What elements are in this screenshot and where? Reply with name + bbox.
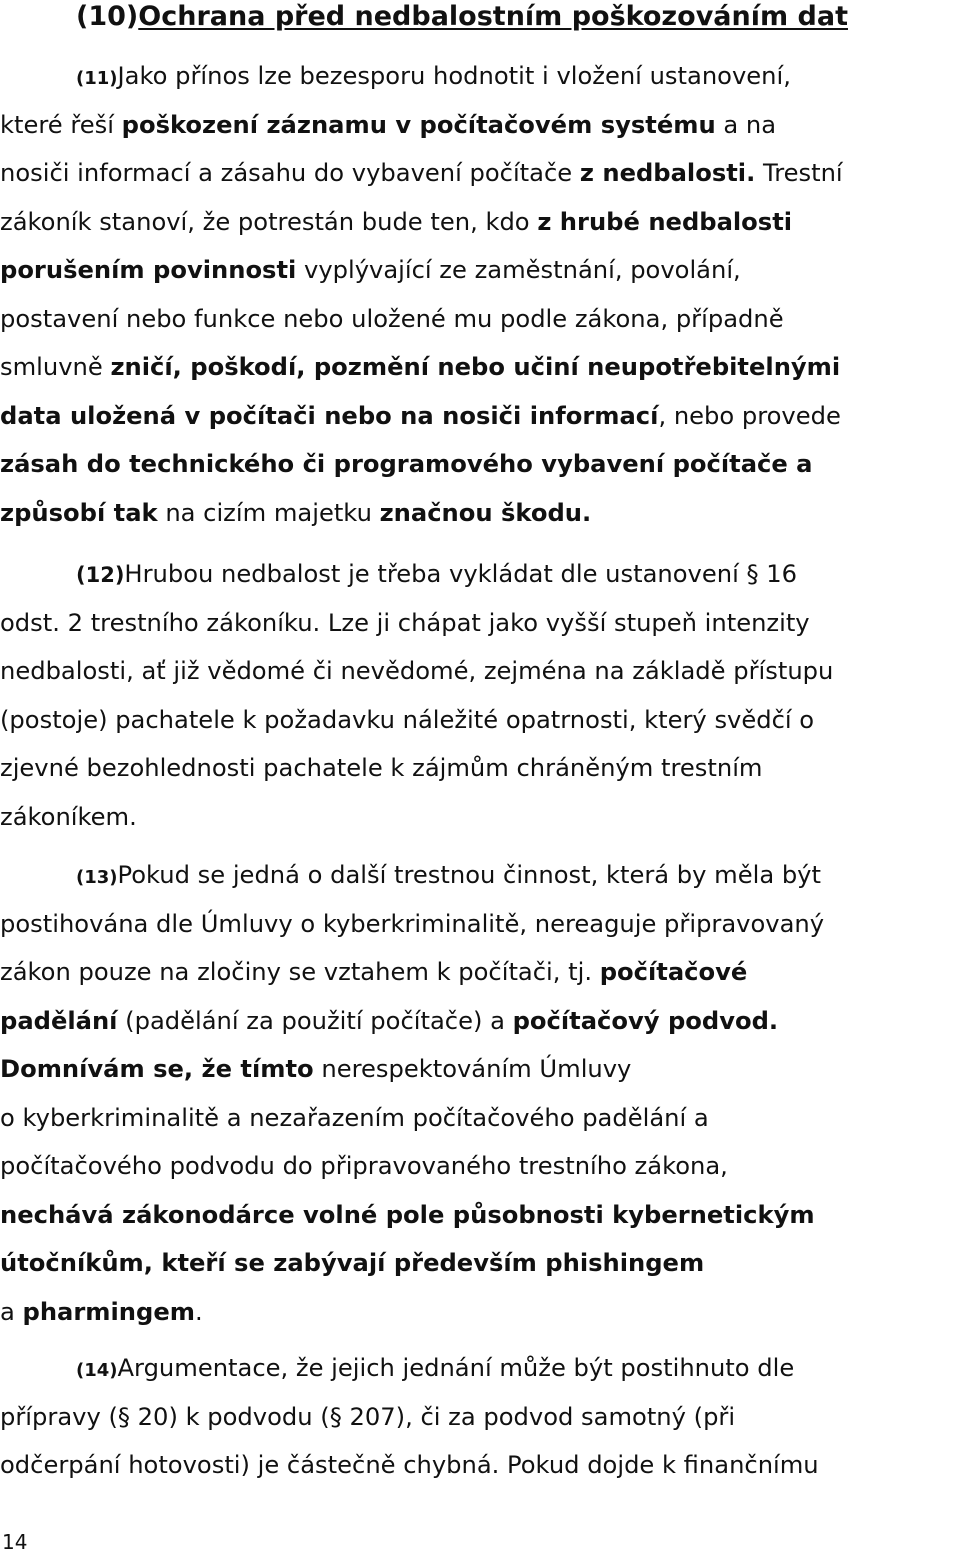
text-run: (postoje) pachatele k požadavku náležité opatrnosti, který svědčí o <box>0 705 815 734</box>
paragraph-line <box>0 948 960 997</box>
paragraph-number: (11) <box>76 68 118 89</box>
paragraph-line <box>0 744 960 793</box>
text-run: vyplývající ze zaměstnání, povolání, <box>296 256 741 284</box>
bold-run: nechává zákonodárce volné pole působnosti kybernetickým <box>0 1200 815 1229</box>
paragraph-line <box>0 1045 960 1094</box>
paragraph-number: (12) <box>76 563 125 587</box>
text-run: Argumentace, že jejich jednání může být postihnuto dle <box>117 1354 795 1382</box>
bold-run: počítačové <box>599 958 748 986</box>
text-run: smluvně <box>0 353 111 381</box>
paragraph-number: (13) <box>76 867 118 888</box>
text-run: přípravy (§ 20) k podvodu (§ 207), či za podvod samotný (při <box>0 1402 736 1431</box>
paragraph-line <box>0 599 960 648</box>
text-run: zákon pouze na zločiny se vztahem k počítači, tj. <box>0 958 600 986</box>
bold-run: data uložená v počítači nebo na nosiči informací <box>0 401 659 430</box>
section-heading <box>76 0 848 34</box>
bold-run: značnou škodu. <box>379 498 592 527</box>
paragraph-11 <box>0 52 960 537</box>
paragraph-line <box>0 851 960 900</box>
text-run: které řeší <box>0 110 122 139</box>
paragraph-line <box>0 489 960 538</box>
paragraph-line <box>0 647 960 696</box>
paragraph-line <box>0 1441 960 1490</box>
paragraph-number: (14) <box>76 1360 118 1381</box>
paragraph-line <box>0 1142 960 1191</box>
text-run: nedbalosti, ať již vědomé či nevědomé, zejména na základě přístupu <box>0 657 834 685</box>
paragraph-line <box>0 198 960 247</box>
paragraph-line <box>0 149 960 198</box>
paragraph-line <box>0 1288 960 1337</box>
paragraph-line <box>0 1344 960 1393</box>
paragraph-line <box>0 696 960 745</box>
bold-run: zásah do technického či programového vybavení počítače a <box>0 450 813 478</box>
text-run: zákoníkem. <box>0 802 137 831</box>
paragraph-line <box>0 550 960 599</box>
paragraph-line <box>0 295 960 344</box>
text-run: odčerpání hotovosti) je částečně chybná. Pokud dojde k finančnímu <box>0 1451 819 1479</box>
page-number: 14 <box>2 1530 28 1554</box>
text-run: postihována dle Úmluvy o kyberkriminalitě, nereaguje připravovaný <box>0 909 825 938</box>
text-run: a na <box>715 110 777 139</box>
bold-run: porušením povinnosti <box>0 256 297 284</box>
paragraph-line <box>0 343 960 392</box>
text-run: zákoník stanoví, že potrestán bude ten, kdo <box>0 207 538 236</box>
bold-run: způsobí tak <box>0 498 158 527</box>
paragraph-line <box>0 1191 960 1240</box>
text-run: nerespektováním Úmluvy <box>313 1055 632 1083</box>
text-run: zjevné bezohlednosti pachatele k zájmům chráněným trestním <box>0 754 763 782</box>
paragraph-line <box>0 440 960 489</box>
text-run: počítačového podvodu do připravovaného trestního zákona, <box>0 1152 728 1180</box>
bold-run: z nedbalosti. <box>579 159 756 187</box>
paragraph-line <box>0 793 960 842</box>
bold-run: poškození záznamu v počítačovém systému <box>121 110 716 139</box>
bold-run: pharmingem <box>22 1297 195 1326</box>
text-run: Lze ji chápat jako vyšší stupeň intenzity <box>320 608 810 637</box>
bold-run: zničí, poškodí, pozmění nebo učiní neupotřebitelnými <box>110 353 841 381</box>
paragraph-line <box>0 52 960 101</box>
text-run: Trestní <box>755 159 843 187</box>
paragraph-line <box>0 900 960 949</box>
paragraph-line <box>0 1239 960 1288</box>
paragraph-line <box>0 101 960 150</box>
paragraph-line <box>0 1393 960 1442</box>
paragraph-line <box>0 1094 960 1143</box>
text-run: nosiči informací a zásahu do vybavení počítače <box>0 159 580 187</box>
paragraph-12 <box>0 550 960 841</box>
paragraph-14 <box>0 1344 960 1490</box>
text-run: , nebo provede <box>658 401 841 430</box>
section-number: (10) <box>76 1 139 32</box>
text-run: Jako přínos lze bezesporu hodnotit i vložení ustanovení, <box>117 62 791 90</box>
text-run: odst. 2 trestního zákoníku. <box>0 608 321 637</box>
bold-run: útočníkům, kteří se zabývají především phishingem <box>0 1249 705 1277</box>
bold-run: padělání <box>0 1006 118 1035</box>
bold-run: počítačový podvod. <box>512 1006 779 1035</box>
bold-run: z hrubé nedbalosti <box>537 207 793 236</box>
text-run: o kyberkriminalitě a nezařazením počítačového padělání a <box>0 1103 709 1132</box>
section-title: Ochrana před nedbalostním poškozováním dat <box>138 1 848 32</box>
paragraph-line <box>0 392 960 441</box>
text-run: a <box>0 1297 23 1326</box>
paragraph-line <box>0 246 960 295</box>
paragraph-13 <box>0 851 960 1336</box>
text-run: Hrubou nedbalost je třeba vykládat dle ustanovení § 16 <box>124 560 798 588</box>
bold-run: Domnívám se, že tímto <box>0 1055 314 1083</box>
text-run: (padělání za použití počítače) a <box>117 1006 513 1035</box>
text-run: . <box>194 1297 203 1326</box>
paragraph-line <box>0 997 960 1046</box>
text-run: na cizím majetku <box>157 498 380 527</box>
text-run: postavení nebo funkce nebo uložené mu podle zákona, případně <box>0 304 784 333</box>
text-run: Pokud se jedná o další trestnou činnost, která by měla být <box>117 861 821 889</box>
